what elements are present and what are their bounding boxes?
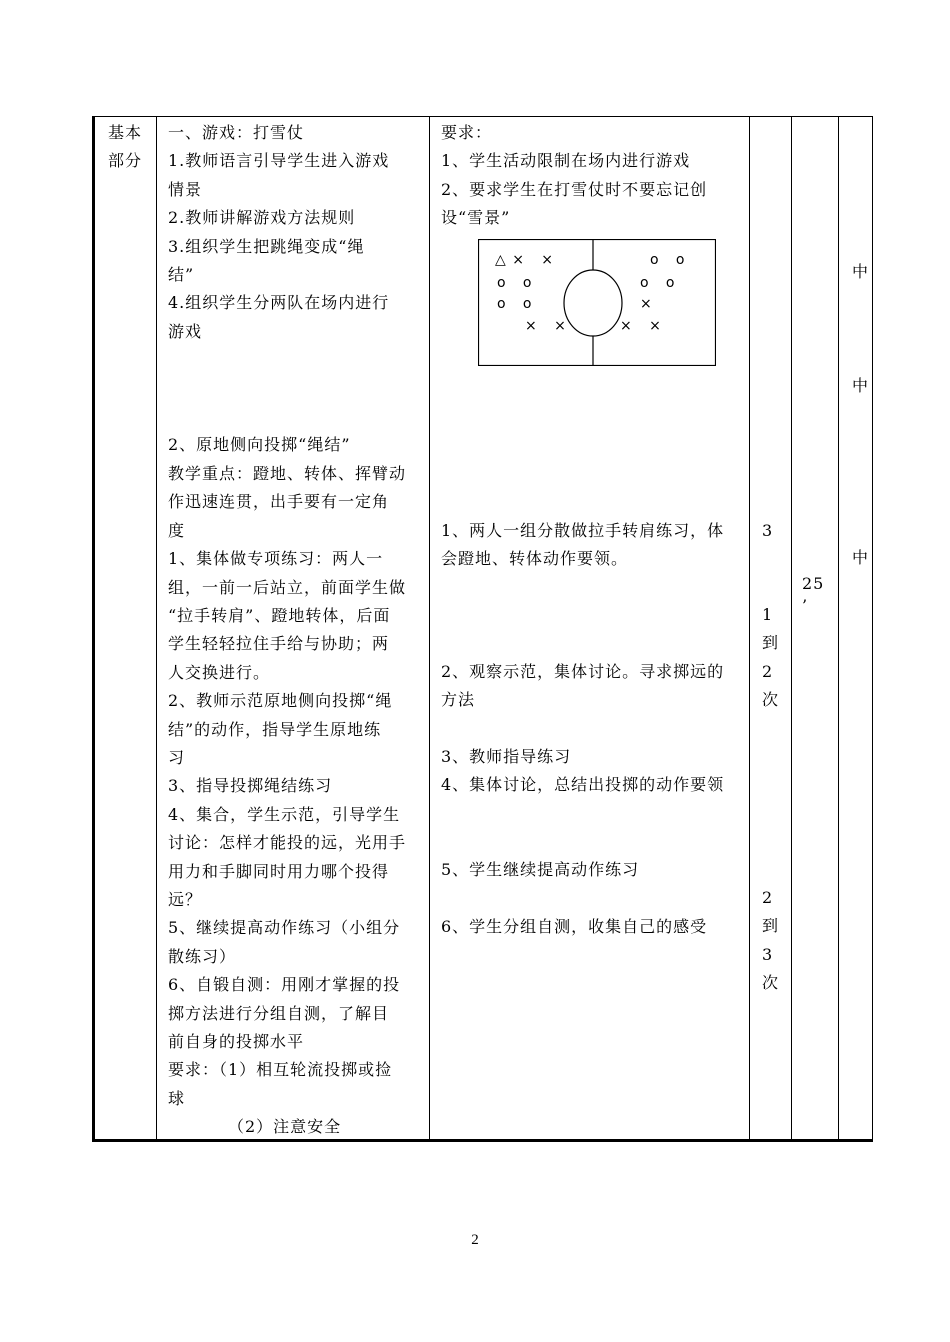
intensity-label: 中 xyxy=(852,548,870,567)
content-line: 4、集合，学生示范，引导学生 xyxy=(168,804,401,824)
content-line: 学生轻轻拉住手给与协助；两 xyxy=(168,634,390,654)
requirement-line: 会蹬地、转体动作要领。 xyxy=(441,549,629,569)
times-char: 次 xyxy=(762,690,780,710)
section-cell xyxy=(94,117,157,1141)
content-line: 1.教师语言引导学生进入游戏 xyxy=(168,151,390,171)
duration-value xyxy=(802,573,824,617)
court-left-row: o o xyxy=(497,275,533,291)
content-line: 散练习） xyxy=(168,946,237,966)
content-line xyxy=(168,375,429,403)
content-line: （2）注意安全 xyxy=(168,1117,342,1137)
requirement-item xyxy=(441,913,707,941)
court-left-row: △ × × xyxy=(495,252,555,268)
content-line: 远？ xyxy=(168,889,203,909)
requirement-heading: 要求： xyxy=(441,123,493,142)
times-char: 3 xyxy=(762,944,774,964)
intensity-label: 中 xyxy=(852,262,870,281)
times-range xyxy=(762,601,779,715)
times-cell xyxy=(750,117,792,1141)
content-line: 掷方法进行分组自测，了解目 xyxy=(168,1003,390,1023)
requirement-item xyxy=(441,658,724,715)
court-right-row: o o xyxy=(650,252,686,268)
requirement-line: 4、集体讨论，总结出投掷的动作要领 xyxy=(441,775,725,795)
content-line xyxy=(168,403,429,431)
duration-unit: ’ xyxy=(802,596,809,615)
section-label: 基本 xyxy=(108,123,143,142)
times-char: 1 xyxy=(762,605,774,624)
content-line: 5、继续提高动作练习（小组分 xyxy=(168,918,401,938)
content-line: 6、自锻自测：用刚才掌握的投 xyxy=(168,975,401,995)
content-line: 作迅速连贯，出手要有一定角 xyxy=(168,492,390,512)
content-line: 结”的动作，指导学生原地练 xyxy=(168,719,382,739)
content-line: 2、原地侧向投掷“绳结” xyxy=(168,435,351,455)
times-char: 次 xyxy=(762,973,780,993)
content-line: 用力和手脚同时用力哪个投得 xyxy=(168,861,390,881)
requirement-line: 1、两人一组分散做拉手转肩练习，体 xyxy=(441,521,725,540)
content-line xyxy=(168,346,429,374)
content-line: 度 xyxy=(168,520,186,540)
requirement-line: 设“雪景” xyxy=(441,208,511,228)
content-line: 前自身的投掷水平 xyxy=(168,1032,305,1051)
content-line: 组，一前一后站立，前面学生做 xyxy=(168,577,407,597)
court-right-row: × × xyxy=(620,318,662,334)
content-line: 要求：（1）相互轮流投掷或捡 xyxy=(168,1060,393,1080)
content-line: 游戏 xyxy=(168,321,203,341)
content-lines xyxy=(157,117,429,1139)
page-number: 2 xyxy=(471,1232,479,1248)
requirement-item xyxy=(441,856,639,884)
content-line: 人交换进行。 xyxy=(168,662,271,682)
content-line: 教学重点：蹬地、转体、挥臂动 xyxy=(168,463,407,483)
requirement-line: 方法 xyxy=(441,690,476,710)
times-char: 2 xyxy=(762,661,774,681)
requirement-line: 1、学生活动限制在场内进行游戏 xyxy=(441,151,691,171)
content-line: 1、集体做专项练习：两人一 xyxy=(168,549,384,569)
court-left-row: o o xyxy=(497,296,533,312)
duration-number: 25 xyxy=(802,574,825,593)
requirement-line: 3、教师指导练习 xyxy=(441,747,572,766)
times-range xyxy=(762,884,779,998)
content-line: 3.组织学生把跳绳变成“绳 xyxy=(168,236,365,256)
content-line: 结” xyxy=(168,265,195,285)
table-row xyxy=(94,117,873,1141)
times-char: 到 xyxy=(762,916,780,936)
requirement-line: 2、观察示范，集体讨论。寻求掷远的 xyxy=(441,662,725,681)
content-line: 习 xyxy=(168,747,186,767)
times-char: 2 xyxy=(762,888,774,907)
intensity-label: 中 xyxy=(852,376,870,395)
content-line: 球 xyxy=(168,1088,186,1108)
section-label: 部分 xyxy=(108,151,143,170)
court-right-row: × xyxy=(640,296,653,312)
content-line: 4.组织学生分两队在场内进行 xyxy=(168,293,390,313)
requirement-item xyxy=(441,743,724,800)
court-diagram xyxy=(478,239,716,366)
intensity-cell xyxy=(839,117,873,1141)
requirement-line: 6、学生分组自测，收集自己的感受 xyxy=(441,917,708,936)
content-line: 2.教师讲解游戏方法规则 xyxy=(168,208,356,228)
requirement-line: 5、学生继续提高动作练习 xyxy=(441,860,640,879)
requirements-cell xyxy=(430,117,750,1141)
content-line: 一、游戏：打雪仗 xyxy=(168,123,305,142)
content-line: 2、教师示范原地侧向投掷“绳 xyxy=(168,691,393,711)
content-line: “拉手转肩”、蹬地转体，后面 xyxy=(168,605,391,625)
duration-cell xyxy=(792,117,839,1141)
court-left-row: × × xyxy=(525,318,567,334)
court-right-row: o o xyxy=(640,275,676,291)
requirement-line: 2、要求学生在打雪仗时不要忘记创 xyxy=(441,179,708,199)
requirement-item xyxy=(441,517,724,574)
content-line: 3、指导投掷绳结练习 xyxy=(168,776,333,796)
times-char: 到 xyxy=(762,633,780,653)
court-svg xyxy=(478,239,716,366)
content-line: 情景 xyxy=(168,179,203,199)
center-circle xyxy=(564,270,622,336)
lesson-plan-table xyxy=(92,116,873,1142)
content-line: 讨论：怎样才能投的远，光用手 xyxy=(168,833,407,853)
times-value: 3 xyxy=(762,521,774,540)
content-cell xyxy=(157,117,430,1141)
